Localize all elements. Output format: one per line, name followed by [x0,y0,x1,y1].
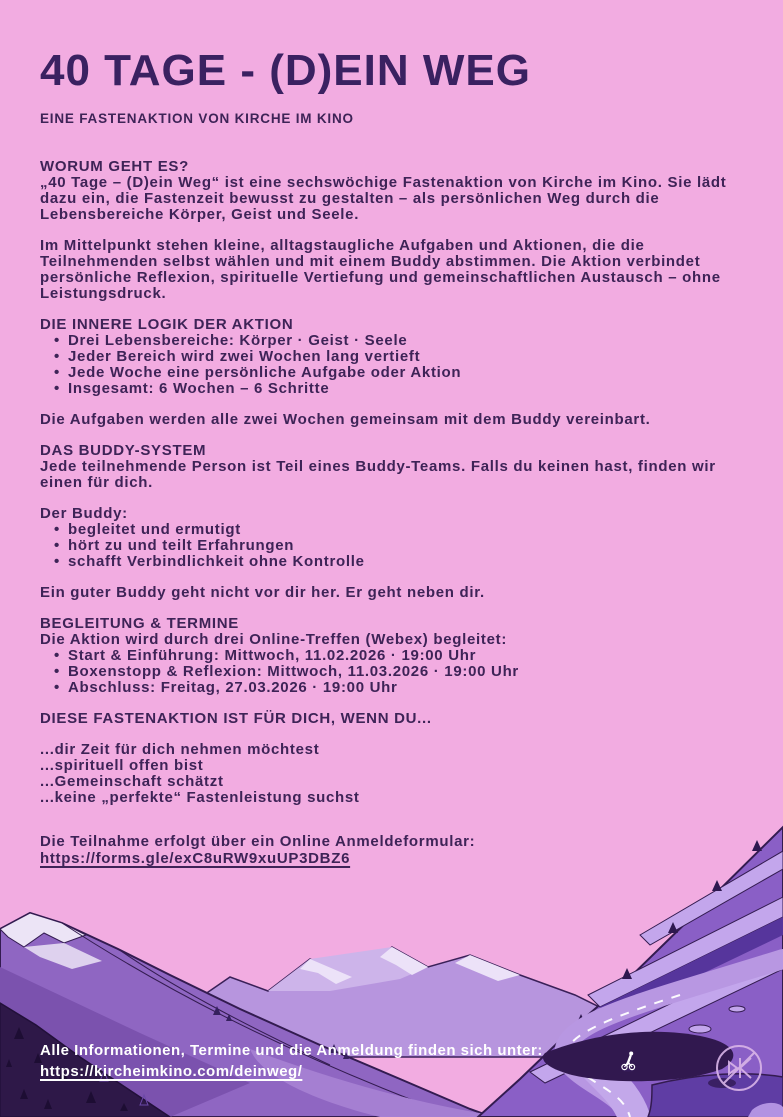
section-worum-geht-es [40,159,749,302]
section-fuer-dich [40,711,749,806]
footer-website-link[interactable]: https://kircheimkino.com/deinweg/ [40,1063,303,1080]
section-buddy-system [40,443,749,601]
target-list [40,742,749,806]
section-innere-logik [40,317,749,428]
list-item: • Start & Einführung: Mittwoch, 11.02.2026 · 19:00 Uhr [54,648,749,664]
buddy-bullet-list [40,522,749,570]
section-heading: DAS BUDDY-SYSTEM [40,442,207,460]
page-title: 40 TAGE - (D)EIN WEG [40,46,531,95]
list-item: • Insgesamt: 6 Wochen – 6 Schritte [54,381,749,397]
signup-block [40,834,749,868]
paragraph: „40 Tage – (D)ein Weg“ ist eine sechswöchige Fastenaktion von Kirche im Kino. Sie lädt dazu ein, die Fastenzeit bewusst zu gestalten – als persönlichen Weg durch die Lebensbereiche Körper, Geist und Seele. [40,174,727,224]
list-item: • Abschluss: Freitag, 27.03.2026 · 19:00 Uhr [54,680,749,696]
list-item: ...dir Zeit für dich nehmen möchtest [40,741,320,759]
section-heading: DIESE FASTENAKTION IST FÜR DICH, WENN DU... [40,710,432,728]
section-heading: BEGLEITUNG & TERMINE [40,615,240,633]
paragraph: Jede teilnehmende Person ist Teil eines Buddy-Teams. Falls du keinen hast, finden wir einen für dich. [40,458,716,492]
termine-bullet-list [40,648,749,696]
logic-note: Die Aufgaben werden alle zwei Wochen gemeinsam mit dem Buddy vereinbart. [40,411,651,429]
signup-form-link[interactable]: https://forms.gle/exC8uRW9xuUP3DBZ6 [40,850,351,868]
list-item: ...keine „perfekte“ Fastenleistung suchst [40,789,360,807]
termine-intro: Die Aktion wird durch drei Online-Treffen (Webex) begleitet: [40,631,508,649]
list-item: ...Gemeinschaft schätzt [40,773,224,791]
paragraph: Im Mittelpunkt stehen kleine, alltagstaugliche Aufgaben und Aktionen, die die Teilnehmenden selbst wählen und mit einem Buddy abstimmen. Die Aktion verbindet persönliche Reflexion, spirituelle Vertiefung und gemeinschaftlichen Austausch – ohne Leistungsdruck. [40,237,721,303]
poster-subtitle: EINE FASTENAKTION VON KIRCHE IM KINO [40,111,354,127]
list-item: • Jeder Bereich wird zwei Wochen lang vertieft [54,349,749,365]
logic-bullet-list [40,333,749,397]
footer [40,1042,543,1081]
section-begleitung-termine [40,616,749,696]
buddy-subheading: Der Buddy: [40,505,128,523]
list-item: • Drei Lebensbereiche: Körper · Geist · Seele [54,333,749,349]
list-item: ...spirituell offen bist [40,757,204,775]
list-item: • Jede Woche eine persönliche Aufgabe oder Aktion [54,365,749,381]
section-heading: WORUM GEHT ES? [40,158,189,176]
list-item: • hört zu und teilt Erfahrungen [54,538,749,554]
section-heading: DIE INNERE LOGIK DER AKTION [40,316,294,334]
signup-text: Die Teilnahme erfolgt über ein Online Anmeldeformular: [40,833,476,851]
list-item: • schafft Verbindlichkeit ohne Kontrolle [54,554,749,570]
list-item: • begleitet und ermutigt [54,522,749,538]
list-item: • Boxenstopp & Reflexion: Mittwoch, 11.03.2026 · 19:00 Uhr [54,664,749,680]
poster-text-content [40,48,749,868]
footer-text: Alle Informationen, Termine und die Anmeldung finden sich unter: [40,1042,543,1059]
buddy-quote: Ein guter Buddy geht nicht vor dir her. Er geht neben dir. [40,584,485,602]
